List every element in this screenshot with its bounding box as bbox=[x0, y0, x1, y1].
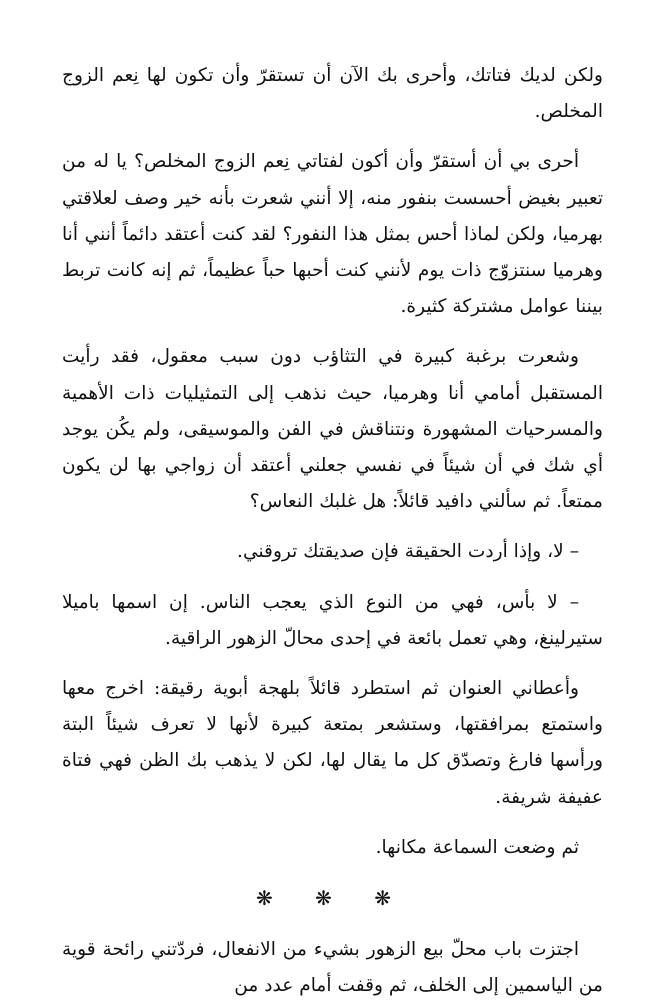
paragraph-5: ثم وضعت السماعة مكانها. bbox=[375, 836, 579, 858]
dialog-line-1: – لا، وإذا أردت الحقيقة فإن صديقتك تروقني. bbox=[237, 541, 579, 563]
section-separator: ❋ ❋ ❋ bbox=[256, 886, 409, 911]
paragraph-1: ولكن لديك فتاتك، وأحرى بك الآن أن تستقرّ وأن تكون لها نِعم الزوج المخلص. bbox=[62, 65, 603, 123]
paragraph-4: وأعطاني العنوان ثم استطرد قائلاً بلهجة أبوية رقيقة: اخرج معها واستمتع بمرافقتها، وستشعر بمتعة كبيرة لأنها لا تعرف شيئاً البتة ورأسها فارغ وتصدّق كل ما يقال لها، لكن لا يذهب بك الظن فهي فتاة عفيفة شريفة. bbox=[62, 678, 603, 808]
book-page bbox=[62, 58, 603, 1000]
paragraph-3: وشعرت برغبة كبيرة في التثاؤب دون سبب معقول، فقد رأيت المستقبل أمامي أنا وهرميا، حيث نذهب إلى التمثيليات ذات الأهمية والمسرحيات المشهورة ونتناقش في الفن والموسيقى، ولم يكُن يوجد أي شك في أن شيئاً في نفسي جعلني أعتقد أن زواجي بها لن يكون ممتعاً. ثم سألني دافيد قائلاً: هل غلبك النعاس؟ bbox=[62, 346, 603, 513]
paragraph-6: اجتزت باب محلّ بيع الزهور بشيء من الانفعال، فردّتني رائحة قوية من الياسمين إلى الخلف، ثم وقفت أمام عدد من bbox=[62, 939, 603, 997]
paragraph-2: أحرى بي أن أستقرّ وأن أكون لفتاتي نِعم الزوج المخلص؟ يا له من تعبير بغيض أحسست بنفور منه، إلا أنني شعرت بأنه خير وصف لعلاقتي بهرميا، ولكن لماذا أحس بمثل هذا النفور؟ لقد كنت أعتقد دائماً أنني أنا وهرميا سنتزوّج ذات يوم لأنني كنت أحبها حباً عظيماً، ثم إنه كانت تربط بيننا عوامل مشتركة كثيرة. bbox=[62, 151, 603, 318]
dialog-line-2: – لا بأس، فهي من النوع الذي يعجب الناس. إن اسمها باميلا ستيرلينغ، وهي تعمل بائعة في إحدى محالّ الزهور الراقية. bbox=[62, 591, 603, 649]
